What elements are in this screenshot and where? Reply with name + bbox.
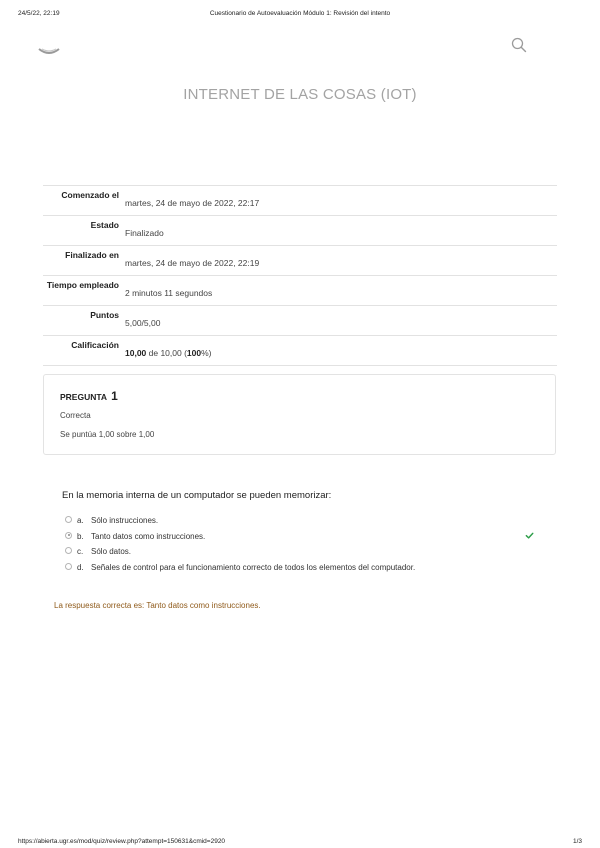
answer-option-b <box>65 532 545 548</box>
answer-text: Señales de control para el funcionamiento correcto de todos los elementos del computador. <box>91 562 416 572</box>
grade-percent-suffix: %) <box>201 348 212 358</box>
summary-value: 5,00/5,00 <box>125 318 161 328</box>
answer-option-a <box>65 516 545 532</box>
answer-letter: c. <box>77 547 84 556</box>
question-number-value: 1 <box>111 389 118 403</box>
question-info-box <box>43 374 556 455</box>
summary-label: Tiempo empleado <box>46 280 119 290</box>
summary-value <box>119 336 212 365</box>
answer-radio-selected[interactable] <box>65 532 72 539</box>
print-datetime: 24/5/22, 22:19 <box>18 10 60 17</box>
question-state: Correcta <box>60 411 91 420</box>
summary-row-finished <box>43 246 557 276</box>
answer-text: Tanto datos como instrucciones. <box>91 531 206 541</box>
question-grade: Se puntúa 1,00 sobre 1,00 <box>60 430 155 439</box>
answer-letter: b. <box>77 531 84 541</box>
grade-value: 10,00 <box>125 348 147 358</box>
summary-row-grade <box>43 336 557 366</box>
grade-out-of: de 10,00 ( <box>146 348 187 358</box>
summary-row-time-taken <box>43 276 557 306</box>
answer-text: Sólo instrucciones. <box>91 516 159 525</box>
summary-row-state <box>43 216 557 246</box>
answer-letter: d. <box>77 562 84 572</box>
summary-label: Estado <box>90 220 119 230</box>
answer-text: Sólo datos. <box>91 547 132 556</box>
course-title: INTERNET DE LAS COSAS (IOT) <box>183 86 417 103</box>
correct-answer-feedback: La respuesta correcta es: Tanto datos como instrucciones. <box>54 601 261 610</box>
summary-row-marks <box>43 306 557 336</box>
question-label: PREGUNTA <box>60 392 107 402</box>
summary-label: Puntos <box>90 310 119 320</box>
summary-value: 2 minutos 11 segundos <box>125 288 213 298</box>
summary-value: Finalizado <box>125 228 164 238</box>
print-page-number: 1/3 <box>572 838 582 845</box>
search-icon[interactable] <box>510 36 528 54</box>
answer-option-c <box>65 547 545 563</box>
correct-check-icon <box>525 531 534 540</box>
summary-label: Finalizado en <box>65 250 119 260</box>
grade-percent: 100 <box>186 348 202 358</box>
question-number <box>60 389 118 403</box>
answer-radio[interactable] <box>65 547 72 554</box>
answer-radio[interactable] <box>65 563 72 570</box>
answer-list <box>65 516 545 578</box>
print-document-title: Cuestionario de Autoevaluación Módulo 1: Revisión del intento <box>209 10 391 17</box>
answer-radio[interactable] <box>65 516 72 523</box>
answer-letter: a. <box>77 516 84 525</box>
summary-label: Comenzado el <box>61 190 119 200</box>
attempt-summary-table <box>43 185 557 366</box>
summary-label: Calificación <box>71 340 119 350</box>
summary-value: martes, 24 de mayo de 2022, 22:19 <box>125 258 260 268</box>
print-url: https://abierta.ugr.es/mod/quiz/review.php?attempt=150631&cmid=2920 <box>18 838 226 845</box>
question-text: En la memoria interna de un computador se pueden memorizar: <box>62 490 332 501</box>
site-logo-icon[interactable] <box>36 40 62 58</box>
answer-option-d <box>65 563 545 579</box>
summary-value: martes, 24 de mayo de 2022, 22:17 <box>125 198 260 208</box>
summary-row-started <box>43 186 557 216</box>
